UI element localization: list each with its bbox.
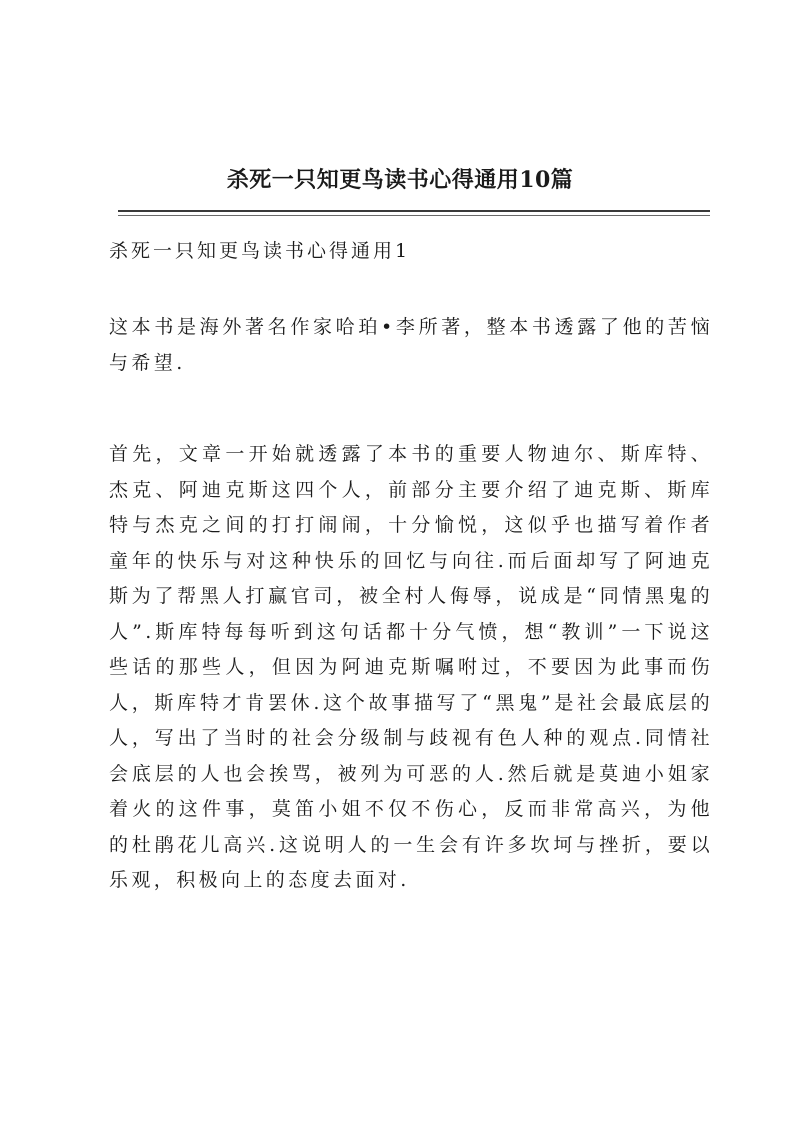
- section-heading: 杀死一只知更鸟读书心得通用1: [109, 240, 411, 262]
- title-divider-thin: [118, 215, 710, 216]
- paragraph-intro: 这本书是海外著名作家哈珀•李所著，整本书透露了他的苦恼与希望.: [109, 316, 713, 374]
- document-title: 杀死一只知更鸟读书心得通用10篇: [226, 167, 574, 193]
- paragraph-body: 首先，文章一开始就透露了本书的重要人物迪尔、斯库特、杰克、阿迪克斯这四个人，前部分主要介绍了迪克斯、斯库特与杰克之间的打打闹闹，十分愉悦，这似乎也描写着作者童年的快乐与对这种快乐的回忆与向往.而后面却写了阿迪克斯为了帮黑人打赢官司，被全村人侮辱，说成是“同情黑鬼的人”.斯库特每每听到这句话都十分气愤，想“教训”一下说这些话的那些人，但因为阿迪克斯嘱咐过，不要因为此事而伤人，斯库特才肯罢休.这个故事描写了“黑鬼”是社会最底层的人，写出了当时的社会分级制与歧视有色人种的观点.同情社会底层的人也会挨骂，被列为可恶的人.然后就是莫迪小姐家着火的这件事，莫笛小姐不仅不伤心，反而非常高兴，为他的杜鹃花儿高兴.这说明人的一生会有许多坎坷与挫折，要以乐观，积极向上的态度去面对.: [109, 443, 713, 891]
- title-divider-thick: [118, 210, 710, 212]
